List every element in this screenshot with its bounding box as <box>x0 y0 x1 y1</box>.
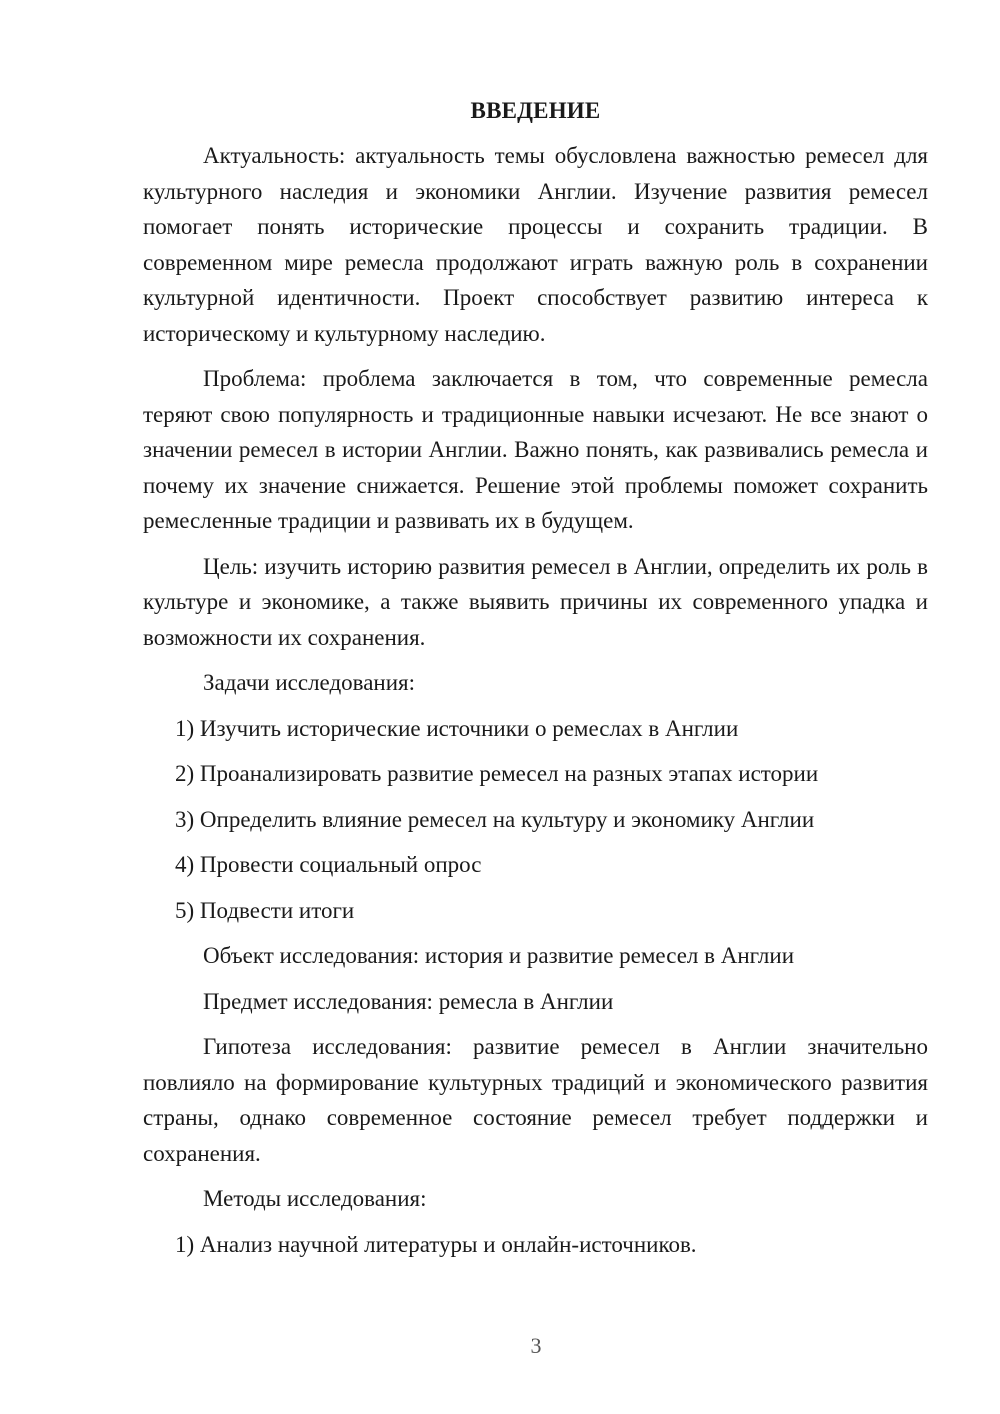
methods-list <box>143 1227 928 1263</box>
problem-paragraph: Проблема: проблема заключается в том, что современные ремесла теряют свою популярность и традиционные навыки исчезают. Не все знают о значении ремесел в истории Англии. Важно понять, как развивались ремесла и почему их значение снижается. Решение этой проблемы поможет сохранить ремесленные традиции и развивать их в будущем. <box>143 366 928 533</box>
research-subject: Предмет исследования: ремесла в Англии <box>203 988 614 1014</box>
tasks-list <box>143 711 928 929</box>
document-page <box>143 93 928 1272</box>
list-item: 1) Анализ научной литературы и онлайн-источников. <box>175 1231 697 1257</box>
section-title: ВВЕДЕНИЕ <box>470 98 601 123</box>
tasks-heading: Задачи исследования: <box>203 670 416 695</box>
research-object: Объект исследования: история и развитие ремесел в Англии <box>203 943 795 968</box>
methods-heading: Методы исследования: <box>203 1186 427 1211</box>
list-item: 2) Проанализировать развитие ремесел на разных этапах истории <box>175 761 819 786</box>
page-number: 3 <box>530 1333 542 1358</box>
relevance-paragraph: Актуальность: актуальность темы обусловлена важностью ремесел для культурного наследия и экономики Англии. Изучение развития ремесел помогает понять исторические процессы и сохранить традиции. В современном мире ремесла продолжают играть важную роль в сохранении культурной идентичности. Проект способствует развитию интереса к историческому и культурному наследию. <box>143 143 928 346</box>
list-item: 1) Изучить исторические источники о ремеслах в Англии <box>175 715 739 741</box>
list-item: 5) Подвести итоги <box>175 897 355 923</box>
goal-paragraph: Цель: изучить историю развития ремесел в Англии, определить их роль в культуре и экономике, а также выявить причины их современного упадка и возможности их сохранения. <box>143 553 928 650</box>
list-item: 4) Провести социальный опрос <box>175 852 482 877</box>
hypothesis-paragraph: Гипотеза исследования: развитие ремесел в Англии значительно повлияло на формирование культурных традиций и экономического развития страны, однако современное состояние ремесел требует поддержки и сохранения. <box>143 1034 928 1166</box>
list-item: 3) Определить влияние ремесел на культуру и экономику Англии <box>175 806 815 832</box>
